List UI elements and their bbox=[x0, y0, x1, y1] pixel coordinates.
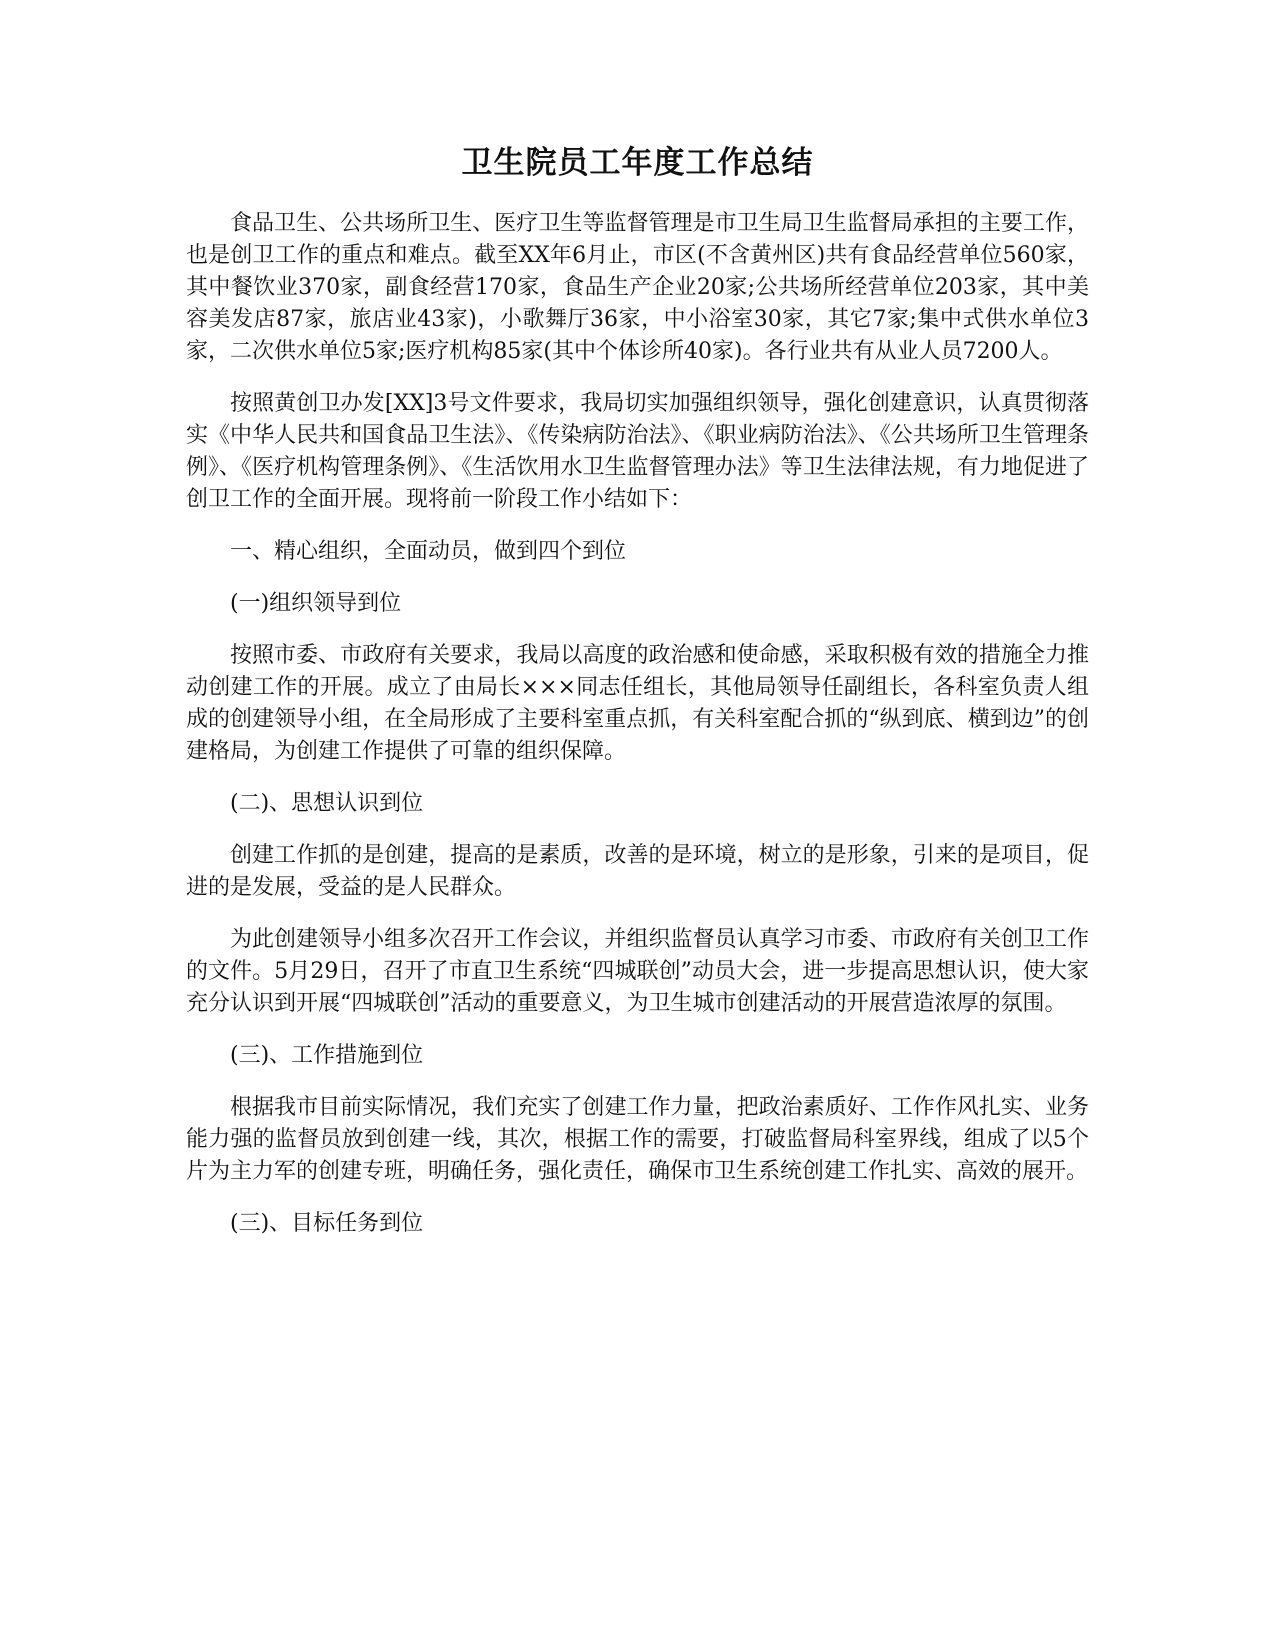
paragraph-intro: 食品卫生、公共场所卫生、医疗卫生等监督管理是市卫生局卫生监督局承担的主要工作，也是创卫工作的重点和难点。截至XX年6月止，市区(不含黄州区)共有食品经营单位560家，其中餐饮业370家，副食经营170家，食品生产企业20家;公共场所经营单位203家，其中美容美发店87家，旅店业43家)，小歌舞厅36家，中小浴室30家，其它7家;集中式供水单位3家，二次供水单位5家;医疗机构85家(其中个体诊所40家)。各行业共有从业人员7200人。 bbox=[186, 211, 1089, 364]
subsection-heading-organization: (一)组织领导到位 bbox=[230, 591, 402, 616]
paragraph-thinking-1: 创建工作抓的是创建，提高的是素质，改善的是环境，树立的是形象，引来的是项目，促进的是发展，受益的是人民群众。 bbox=[186, 843, 1089, 900]
subsection-heading-thinking: (二)、思想认识到位 bbox=[230, 791, 424, 816]
section-heading-1: 一、精心组织，全面动员，做到四个到位 bbox=[230, 539, 627, 564]
paragraph-requirements: 按照黄创卫办发[XX]3号文件要求，我局切实加强组织领导，强化创建意识，认真贯彻落实《中华人民共和国食品卫生法》、《传染病防治法》、《职业病防治法》、《公共场所卫生管理条例》、《医疗机构管理条例》、《生活饮用水卫生监督管理办法》等卫生法律法规，有力地促进了创卫工作的全面开展。现将前一阶段工作小结如下： bbox=[186, 391, 1089, 512]
subsection-heading-targets: (三)、目标任务到位 bbox=[230, 1211, 424, 1236]
paragraph-measures: 根据我市目前实际情况，我们充实了创建工作力量，把政治素质好、工作作风扎实、业务能力强的监督员放到创建一线，其次，根据工作的需要，打破监督局科室界线，组成了以5个片为主力军的创建专班，明确任务，强化责任，确保市卫生系统创建工作扎实、高效的展开。 bbox=[186, 1095, 1089, 1184]
subsection-heading-measures: (三)、工作措施到位 bbox=[230, 1043, 424, 1068]
document-body bbox=[186, 208, 1089, 1260]
paragraph-organization: 按照市委、市政府有关要求，我局以高度的政治感和使命感，采取积极有效的措施全力推动创建工作的开展。成立了由局长×××同志任组长，其他局领导任副组长，各科室负责人组成的创建领导小组，在全局形成了主要科室重点抓，有关科室配合抓的“纵到底、横到边”的创建格局，为创建工作提供了可靠的组织保障。 bbox=[186, 643, 1089, 764]
document-title: 卫生院员工年度工作总结 bbox=[461, 145, 814, 181]
paragraph-thinking-2: 为此创建领导小组多次召开工作会议，并组织监督员认真学习市委、市政府有关创卫工作的文件。5月29日，召开了市直卫生系统“四城联创”动员大会，进一步提高思想认识，使大家充分认识到开展“四城联创”活动的重要意义，为卫生城市创建活动的开展营造浓厚的氛围。 bbox=[186, 927, 1089, 1016]
